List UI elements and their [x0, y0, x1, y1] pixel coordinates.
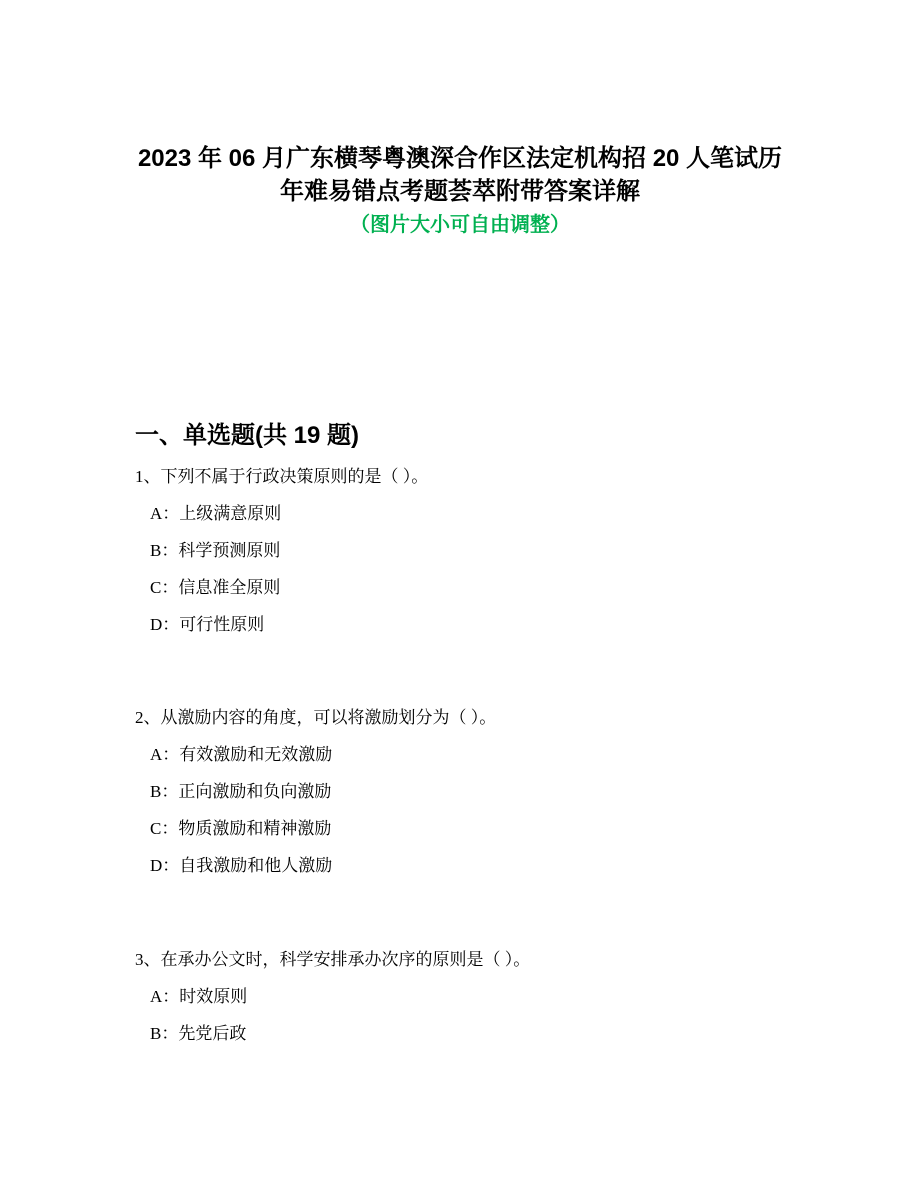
option-item: A：时效原则 [150, 987, 248, 1006]
question-stem: 2、从激励内容的角度，可以将激励划分为（ ）。 [135, 708, 497, 727]
document-subtitle: （图片大小可自由调整） [350, 214, 570, 236]
option-item: B：先党后政 [150, 1024, 247, 1043]
option-item: C：信息准全原则 [150, 578, 281, 597]
document-title-line-1: 2023 年 06 月广东横琴粤澳深合作区法定机构招 20 人笔试历 [137, 145, 783, 172]
option-item: B：正向激励和负向激励 [150, 782, 332, 801]
question-3 [135, 949, 530, 1045]
option-item: D：可行性原则 [150, 615, 265, 634]
document-title [60, 142, 860, 208]
question-1 [135, 466, 428, 636]
document-title-line-2: 年难易错点考题荟萃附带答案详解 [280, 178, 640, 205]
section-heading: 一、单选题(共 19 题) [135, 422, 360, 449]
question-stem: 1、下列不属于行政决策原则的是（ ）。 [135, 467, 429, 486]
option-item: D：自我激励和他人激励 [150, 856, 333, 875]
option-item: A：上级满意原则 [150, 504, 282, 523]
option-item: B：科学预测原则 [150, 541, 281, 560]
option-item: A：有效激励和无效激励 [150, 745, 333, 764]
option-item: C：物质激励和精神激励 [150, 819, 332, 838]
question-stem: 3、在承办公文时，科学安排承办次序的原则是（ ）。 [135, 950, 531, 969]
question-2 [135, 707, 496, 877]
